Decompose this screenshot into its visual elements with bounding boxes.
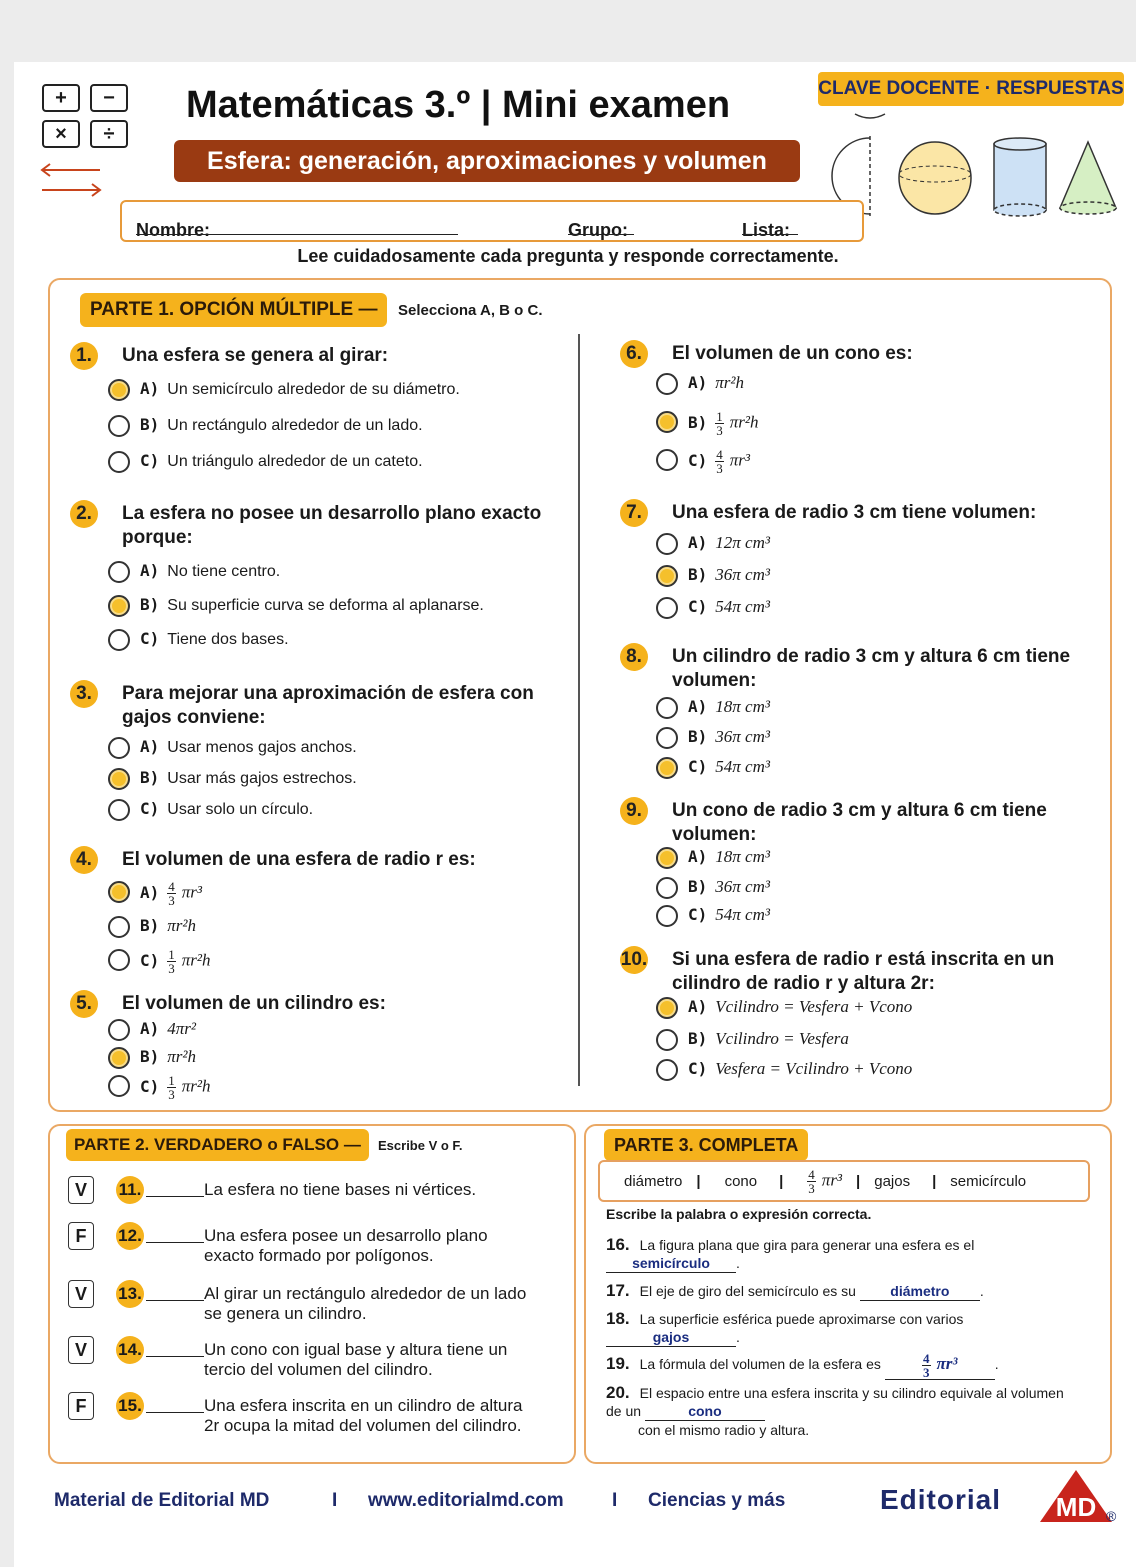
option-text: πr²h xyxy=(715,373,744,392)
option-radio[interactable] xyxy=(656,727,678,749)
item-text: Una esfera posee un desarrollo plano exacto formado por polígonos. xyxy=(204,1226,488,1265)
fill-item xyxy=(606,1352,1076,1380)
word-bank-item: cono xyxy=(724,1172,758,1190)
fill-item xyxy=(606,1282,1076,1301)
item-number: 17. xyxy=(606,1281,630,1300)
option-label[interactable] xyxy=(688,532,770,555)
option-label[interactable] xyxy=(140,628,289,651)
answer-blank[interactable] xyxy=(146,1356,204,1357)
option-radio[interactable] xyxy=(656,533,678,555)
option-letter: B) xyxy=(688,727,708,746)
times-icon: × xyxy=(42,120,80,148)
word-bank-item: gajos xyxy=(874,1172,911,1190)
option-label[interactable] xyxy=(140,1046,196,1069)
option-letter: B) xyxy=(688,412,708,432)
item-text-after: . xyxy=(979,1283,984,1299)
option-radio[interactable] xyxy=(108,451,130,473)
option-letter: A) xyxy=(140,379,160,398)
item-text: La esfera no tiene bases ni vértices. xyxy=(204,1180,477,1199)
option-label[interactable] xyxy=(688,372,744,395)
frac-num: 1 xyxy=(168,947,175,962)
solids-illustration xyxy=(830,108,1130,218)
option-text: πr²h xyxy=(167,916,196,935)
footer-material: Material de Editorial MD xyxy=(54,1490,270,1511)
answer-box[interactable]: V xyxy=(68,1280,94,1308)
fraction xyxy=(922,1352,931,1379)
answer-field[interactable]: semicírculo xyxy=(606,1254,736,1273)
item-number: 11. xyxy=(116,1176,144,1204)
item-text-after: . xyxy=(736,1329,740,1345)
option-letter: B) xyxy=(140,595,160,614)
frac-num: 1 xyxy=(716,409,723,424)
option-text: 18π cm³ xyxy=(715,697,770,716)
option-label[interactable] xyxy=(140,1074,211,1101)
frac-num: 4 xyxy=(923,1351,930,1366)
frac-num: 4 xyxy=(808,1166,815,1182)
option-label[interactable] xyxy=(140,560,280,583)
word-bank: diámetro | cono | $\frac{4}{3}$ πr³ | gajos | semicírculo xyxy=(598,1160,1090,1202)
option-label[interactable] xyxy=(140,378,460,401)
option-letter: B) xyxy=(688,877,708,896)
option-text: 36π cm³ xyxy=(715,727,770,746)
option-text: 54π cm³ xyxy=(715,905,770,924)
option-radio[interactable] xyxy=(108,768,130,790)
frac-den: 3 xyxy=(923,1365,930,1380)
option-radio[interactable] xyxy=(108,1075,130,1097)
instructions: Lee cuidadosamente cada pregunta y responde correctamente. xyxy=(297,246,839,266)
list-label: Lista: xyxy=(742,220,791,240)
option-letter: C) xyxy=(688,597,708,616)
option-radio[interactable] xyxy=(108,415,130,437)
option-radio[interactable] xyxy=(108,949,130,971)
option-text: Usar solo un círculo. xyxy=(167,801,314,818)
question-number: 9. xyxy=(620,797,648,825)
option-text: 54π cm³ xyxy=(715,597,770,616)
item-number: 18. xyxy=(606,1309,630,1328)
fill-item xyxy=(606,1384,1076,1439)
option-label[interactable] xyxy=(688,846,770,869)
footer-url[interactable]: www.editorialmd.com xyxy=(368,1490,564,1511)
answer-box[interactable]: V xyxy=(68,1176,94,1204)
option-letter: B) xyxy=(140,1047,160,1066)
question-text: Un cono de radio 3 cm y altura 6 cm tiene volumen: xyxy=(672,800,1047,845)
question-text: La esfera no posee un desarrollo plano exacto porque: xyxy=(122,503,542,548)
option-label[interactable] xyxy=(688,726,770,749)
answer-field[interactable] xyxy=(885,1352,995,1380)
option-label[interactable] xyxy=(688,1028,849,1051)
arrows-icon xyxy=(38,160,108,200)
option-radio[interactable] xyxy=(656,697,678,719)
option-text: πr²h xyxy=(181,1076,211,1096)
option-label[interactable] xyxy=(140,880,202,907)
option-label[interactable] xyxy=(140,736,357,759)
option-text: Usar menos gajos anchos. xyxy=(167,739,357,756)
item-text: Un cono con igual base y altura tiene un tercio del volumen del cilindro. xyxy=(204,1340,508,1379)
option-letter: C) xyxy=(688,1059,708,1078)
frac-den: 3 xyxy=(168,961,175,976)
option-radio[interactable] xyxy=(656,373,678,395)
option-label[interactable] xyxy=(688,696,770,719)
option-letter: A) xyxy=(140,561,160,580)
word-bank-item: diámetro xyxy=(624,1172,683,1190)
frac-den: 3 xyxy=(716,423,723,438)
answer-box[interactable]: V xyxy=(68,1336,94,1364)
option-label[interactable] xyxy=(140,450,423,473)
item-number: 14. xyxy=(116,1336,144,1364)
option-text: πr²h xyxy=(181,950,211,970)
option-radio[interactable] xyxy=(108,881,130,903)
option-letter: B) xyxy=(140,415,160,434)
question-text: Una esfera se genera al girar: xyxy=(122,345,389,366)
question-number: 10. xyxy=(620,946,648,974)
minus-icon: − xyxy=(90,84,128,112)
option-radio[interactable] xyxy=(656,1059,678,1081)
option-text: No tiene centro. xyxy=(167,563,281,580)
question-number: 8. xyxy=(620,643,648,671)
question-number: 5. xyxy=(70,990,98,1018)
option-text: 36π cm³ xyxy=(715,565,770,584)
question-text: Una esfera de radio 3 cm tiene volumen: xyxy=(672,502,1037,523)
answer-field[interactable]: cono xyxy=(645,1402,765,1421)
option-letter: A) xyxy=(688,373,708,392)
option-text: πr²h xyxy=(729,412,759,432)
option-letter: A) xyxy=(688,997,708,1016)
option-letter: C) xyxy=(688,757,708,776)
option-label[interactable] xyxy=(140,915,196,938)
part3-title: PARTE 3. COMPLETA xyxy=(604,1129,808,1161)
option-text: Usar más gajos estrechos. xyxy=(167,770,357,787)
question-text: El volumen de un cono es: xyxy=(672,343,913,364)
option-radio[interactable] xyxy=(656,847,678,869)
frac-num: 1 xyxy=(168,1073,175,1088)
answer-blank[interactable] xyxy=(146,1196,204,1197)
item-number: 13. xyxy=(116,1280,144,1308)
option-label[interactable] xyxy=(688,904,770,927)
option-label[interactable] xyxy=(140,594,484,617)
question-number: 6. xyxy=(620,340,648,368)
fraction xyxy=(715,410,724,437)
item-text-after: . xyxy=(994,1356,999,1373)
item-number: 20. xyxy=(606,1383,630,1402)
item-number: 16. xyxy=(606,1235,630,1254)
answer-blank[interactable] xyxy=(146,1242,204,1243)
question-text: El volumen de un cilindro es: xyxy=(122,993,386,1014)
part1-hint: Selecciona A, B o C. xyxy=(398,302,543,319)
option-radio[interactable] xyxy=(108,379,130,401)
part2-hint: Escribe V o F. xyxy=(378,1138,463,1153)
question-text: Si una esfera de radio r está inscrita en un cilindro de radio r y altura 2r: xyxy=(672,949,1055,994)
fill-item xyxy=(606,1310,1076,1347)
item-text: La superficie esférica puede aproximarse con varios xyxy=(639,1311,964,1327)
option-letter: A) xyxy=(688,533,708,552)
md-logo xyxy=(1036,1466,1116,1528)
option-letter: C) xyxy=(140,799,160,818)
answer-field[interactable]: gajos xyxy=(606,1328,736,1347)
option-radio[interactable] xyxy=(108,1019,130,1041)
option-letter: C) xyxy=(688,450,708,470)
word-bank-item: semicírculo xyxy=(950,1172,1027,1190)
option-text: Vcilindro = Vesfera xyxy=(715,1029,849,1048)
frac-den: 3 xyxy=(168,893,175,908)
option-radio[interactable] xyxy=(108,595,130,617)
footer-sep: I xyxy=(332,1490,338,1511)
list-field[interactable] xyxy=(742,220,798,235)
question-number: 2. xyxy=(70,500,98,528)
part2-title: PARTE 2. VERDADERO o FALSO — xyxy=(66,1129,369,1161)
fraction xyxy=(167,880,176,907)
item-text: La figura plana que gira para generar una esfera es el xyxy=(639,1237,975,1253)
option-label[interactable] xyxy=(688,996,912,1019)
option-radio[interactable] xyxy=(656,449,678,471)
fraction xyxy=(715,448,724,475)
part3-instruction: Escribe la palabra o expresión correcta. xyxy=(606,1206,872,1222)
option-letter: C) xyxy=(140,629,160,648)
frac-den: 3 xyxy=(808,1180,815,1196)
item-text: Al girar un rectángulo alrededor de un lado se genera un cilindro. xyxy=(204,1284,527,1323)
answer-text: πr³ xyxy=(936,1354,958,1374)
item-text: El eje de giro del semicírculo es su xyxy=(639,1283,856,1299)
item-text-after: . xyxy=(736,1255,740,1271)
answer-key-badge: CLAVE DOCENTE · RESPUESTAS xyxy=(818,72,1124,106)
page-subtitle: Esfera: generación, aproximaciones y volumen xyxy=(174,140,800,182)
option-radio[interactable] xyxy=(656,411,678,433)
option-label[interactable] xyxy=(140,1018,196,1041)
word-bank-item: πr³ xyxy=(821,1169,843,1189)
option-text: 4πr² xyxy=(167,1019,196,1038)
option-label[interactable] xyxy=(688,564,770,587)
option-text: Tiene dos bases. xyxy=(167,631,289,648)
question-number: 7. xyxy=(620,499,648,527)
option-label[interactable] xyxy=(688,876,770,899)
option-text: 36π cm³ xyxy=(715,877,770,896)
option-letter: A) xyxy=(140,737,160,756)
option-letter: C) xyxy=(140,1076,160,1096)
footer-sep: I xyxy=(612,1490,618,1511)
answer-blank[interactable] xyxy=(146,1300,204,1301)
option-text: Un rectángulo alrededor de un lado. xyxy=(167,417,423,434)
name-field[interactable] xyxy=(136,220,458,235)
option-radio[interactable] xyxy=(108,561,130,583)
option-letter: B) xyxy=(140,768,160,787)
option-label[interactable] xyxy=(140,948,211,975)
question-text: Un cilindro de radio 3 cm y altura 6 cm tiene volumen: xyxy=(672,646,1071,691)
item-text: Una esfera inscrita en un cilindro de altura 2r ocupa la mitad del volumen del cilindro. xyxy=(204,1396,523,1435)
option-label[interactable] xyxy=(140,767,357,790)
option-label[interactable] xyxy=(688,1058,912,1081)
option-radio[interactable] xyxy=(656,757,678,779)
option-radio[interactable] xyxy=(108,737,130,759)
option-letter: A) xyxy=(688,847,708,866)
option-text: Un triángulo alrededor de un cateto. xyxy=(167,453,423,470)
option-text: πr³ xyxy=(181,882,202,902)
fraction xyxy=(167,948,176,975)
item-text: La fórmula del volumen de la esfera es xyxy=(639,1356,881,1373)
footer-tagline: Ciencias y más xyxy=(648,1490,786,1511)
logo-text: MD xyxy=(1055,1492,1097,1522)
option-label[interactable] xyxy=(688,448,750,475)
column-divider xyxy=(578,334,580,1086)
option-text: 18π cm³ xyxy=(715,847,770,866)
option-label[interactable] xyxy=(688,596,770,619)
option-letter: C) xyxy=(688,905,708,924)
question-number: 4. xyxy=(70,846,98,874)
option-letter: C) xyxy=(140,950,160,970)
option-radio[interactable] xyxy=(656,597,678,619)
option-label[interactable] xyxy=(688,756,770,779)
fraction xyxy=(167,1074,176,1101)
option-radio[interactable] xyxy=(108,629,130,651)
registered-mark: ® xyxy=(1106,1508,1117,1524)
option-radio[interactable] xyxy=(656,1029,678,1051)
frac-num: 4 xyxy=(716,447,723,462)
option-letter: A) xyxy=(140,1019,160,1038)
frac-num: 4 xyxy=(168,879,175,894)
item-text: El espacio entre una esfera inscrita y su cilindro equivale al volumen de un xyxy=(606,1385,1064,1419)
option-radio[interactable] xyxy=(108,799,130,821)
answer-field[interactable]: diámetro xyxy=(860,1282,980,1301)
footer-brand: Editorial xyxy=(880,1484,1002,1515)
option-letter: B) xyxy=(140,916,160,935)
option-radio[interactable] xyxy=(656,997,678,1019)
option-letter: C) xyxy=(140,451,160,470)
option-label[interactable] xyxy=(140,798,313,821)
question-number: 1. xyxy=(70,342,98,370)
plus-icon: + xyxy=(42,84,80,112)
divide-icon: ÷ xyxy=(90,120,128,148)
option-letter: A) xyxy=(688,697,708,716)
option-text: Vesfera = Vcilindro + Vcono xyxy=(715,1059,913,1078)
student-info-bar xyxy=(120,200,864,242)
answer-blank[interactable] xyxy=(146,1412,204,1413)
part1-title: PARTE 1. OPCIÓN MÚLTIPLE — xyxy=(80,293,387,327)
option-letter: B) xyxy=(688,1029,708,1048)
question-text: El volumen de una esfera de radio r es: xyxy=(122,849,476,870)
option-text: πr²h xyxy=(167,1047,196,1066)
option-text: πr³ xyxy=(729,450,750,470)
page-title: Matemáticas 3.º | Mini examen xyxy=(186,84,731,126)
group-field[interactable] xyxy=(568,220,634,235)
answer-box[interactable]: F xyxy=(68,1392,94,1420)
option-text: 12π cm³ xyxy=(715,533,770,552)
option-radio[interactable] xyxy=(656,905,678,927)
option-letter: A) xyxy=(140,882,160,902)
option-radio[interactable] xyxy=(656,565,678,587)
question-number: 3. xyxy=(70,680,98,708)
option-text: Vcilindro = Vesfera + Vcono xyxy=(715,997,913,1016)
option-label[interactable] xyxy=(140,414,423,437)
frac-den: 3 xyxy=(168,1087,175,1102)
question-text: Para mejorar una aproximación de esfera con gajos conviene: xyxy=(122,683,534,728)
frac-den: 3 xyxy=(716,461,723,476)
item-number: 19. xyxy=(606,1354,630,1374)
option-radio[interactable] xyxy=(656,877,678,899)
option-radio[interactable] xyxy=(108,1047,130,1069)
item-number: 12. xyxy=(116,1222,144,1250)
item-text-after: con el mismo radio y altura. xyxy=(638,1422,810,1438)
name-label: Nombre: xyxy=(136,220,211,240)
answer-box[interactable]: F xyxy=(68,1222,94,1250)
option-text: Su superficie curva se deforma al aplanarse. xyxy=(167,597,484,614)
fill-item xyxy=(606,1236,1076,1273)
option-label[interactable] xyxy=(688,410,759,437)
item-number: 15. xyxy=(116,1392,144,1420)
group-label: Grupo: xyxy=(568,220,628,240)
option-letter: B) xyxy=(688,565,708,584)
option-text: Un semicírculo alrededor de su diámetro. xyxy=(167,381,460,398)
option-radio[interactable] xyxy=(108,916,130,938)
option-text: 54π cm³ xyxy=(715,757,770,776)
